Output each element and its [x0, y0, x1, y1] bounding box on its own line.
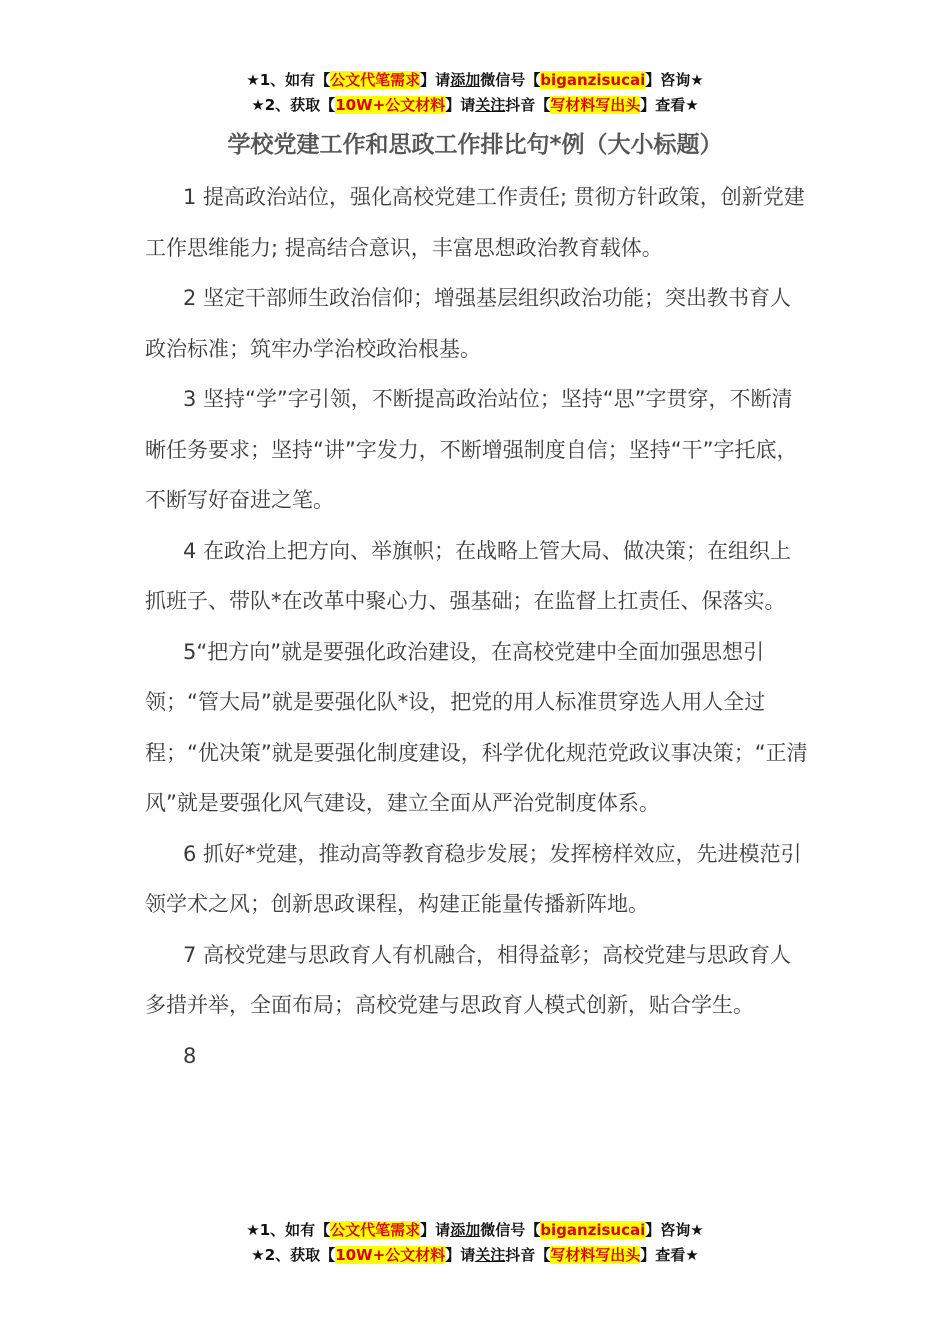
document-body — [145, 172, 810, 1081]
banner-text: ★1、如有【 — [246, 71, 331, 89]
paragraph-6: 6 抓好*党建，推动高等教育稳步发展；发挥榜样效应，先进模范引领学术之风；创新思政课程，构建正能量传播新阵地。 — [145, 841, 802, 916]
banner-wechat-id: biganzisucai — [540, 1221, 646, 1239]
banner-text: 】查看★ — [640, 1246, 699, 1264]
banner-text: 】请 — [420, 71, 451, 89]
banner-underline: 添加 — [450, 71, 481, 89]
bottom-banner — [0, 1218, 950, 1268]
banner-text: 抖音【 — [505, 96, 551, 114]
banner-text: ★1、如有【 — [246, 1221, 331, 1239]
banner-underline: 关注 — [475, 96, 506, 114]
banner-text: ★2、获取【 — [251, 1246, 336, 1264]
banner-text: 微信号【 — [480, 1221, 541, 1239]
paragraph-7: 7 高校党建与思政育人有机融合，相得益彰；高校党建与思政育人多措并举，全面布局；高校党建与思政育人模式创新，贴合学生。 — [145, 942, 792, 1017]
banner-highlight: 公文代笔需求 — [330, 71, 421, 89]
banner-line-2 — [0, 93, 950, 118]
banner-highlight: 公文代笔需求 — [330, 1221, 421, 1239]
banner-highlight: 10W+公文材料 — [335, 1246, 446, 1264]
banner-line-1 — [0, 68, 950, 93]
banner-wechat-id: biganzisucai — [540, 71, 646, 89]
top-banner — [0, 68, 950, 118]
paragraph-1: 1 提高政治站位，强化高校党建工作责任; 贯彻方针政策，创新党建工作思维能力; 提高结合意识，丰富思想政治教育载体。 — [145, 185, 805, 260]
banner-line-2 — [0, 1243, 950, 1268]
document-title: 学校党建工作和思政工作排比句*例（大小标题） — [227, 132, 723, 158]
banner-highlight: 10W+公文材料 — [335, 96, 446, 114]
banner-text: 】咨询★ — [645, 71, 704, 89]
paragraph-5: 5“把方向”就是要强化政治建设，在高校党建中全面加强思想引领；“管大局”就是要强化队*设，把党的用人标准贯穿选人用人全过程；“优决策”就是要强化制度建设，科学优化规范党政议事决策；“正清风”就是要强化风气建设，建立全面从严治党制度体系。 — [145, 639, 808, 815]
banner-text: 】请 — [445, 96, 476, 114]
banner-text: 微信号【 — [480, 71, 541, 89]
banner-line-1 — [0, 1218, 950, 1243]
banner-underline: 关注 — [475, 1246, 506, 1264]
banner-text: ★2、获取【 — [251, 96, 336, 114]
banner-text: 抖音【 — [505, 1246, 551, 1264]
paragraph-2: 2 坚定干部师生政治信仰；增强基层组织政治功能；突出教书育人政治标准；筑牢办学治校政治根基。 — [145, 286, 792, 361]
banner-text: 】咨询★ — [645, 1221, 704, 1239]
paragraph-8: 8 — [183, 1043, 197, 1068]
banner-text: 】请 — [420, 1221, 451, 1239]
banner-douyin-id: 写材料写出头 — [550, 1246, 641, 1264]
banner-douyin-id: 写材料写出头 — [550, 96, 641, 114]
banner-text: 】查看★ — [640, 96, 699, 114]
banner-underline: 添加 — [450, 1221, 481, 1239]
paragraph-4: 4 在政治上把方向、举旗帜；在战略上管大局、做决策；在组织上抓班子、带队*在改革中聚心力、强基础；在监督上扛责任、保落实。 — [145, 538, 792, 613]
banner-text: 】请 — [445, 1246, 476, 1264]
paragraph-3: 3 坚持“学”字引领，不断提高政治站位；坚持“思”字贯穿，不断清晰任务要求；坚持“讲”字发力，不断增强制度自信；坚持“干”字托底，不断写好奋进之笔。 — [145, 387, 798, 512]
